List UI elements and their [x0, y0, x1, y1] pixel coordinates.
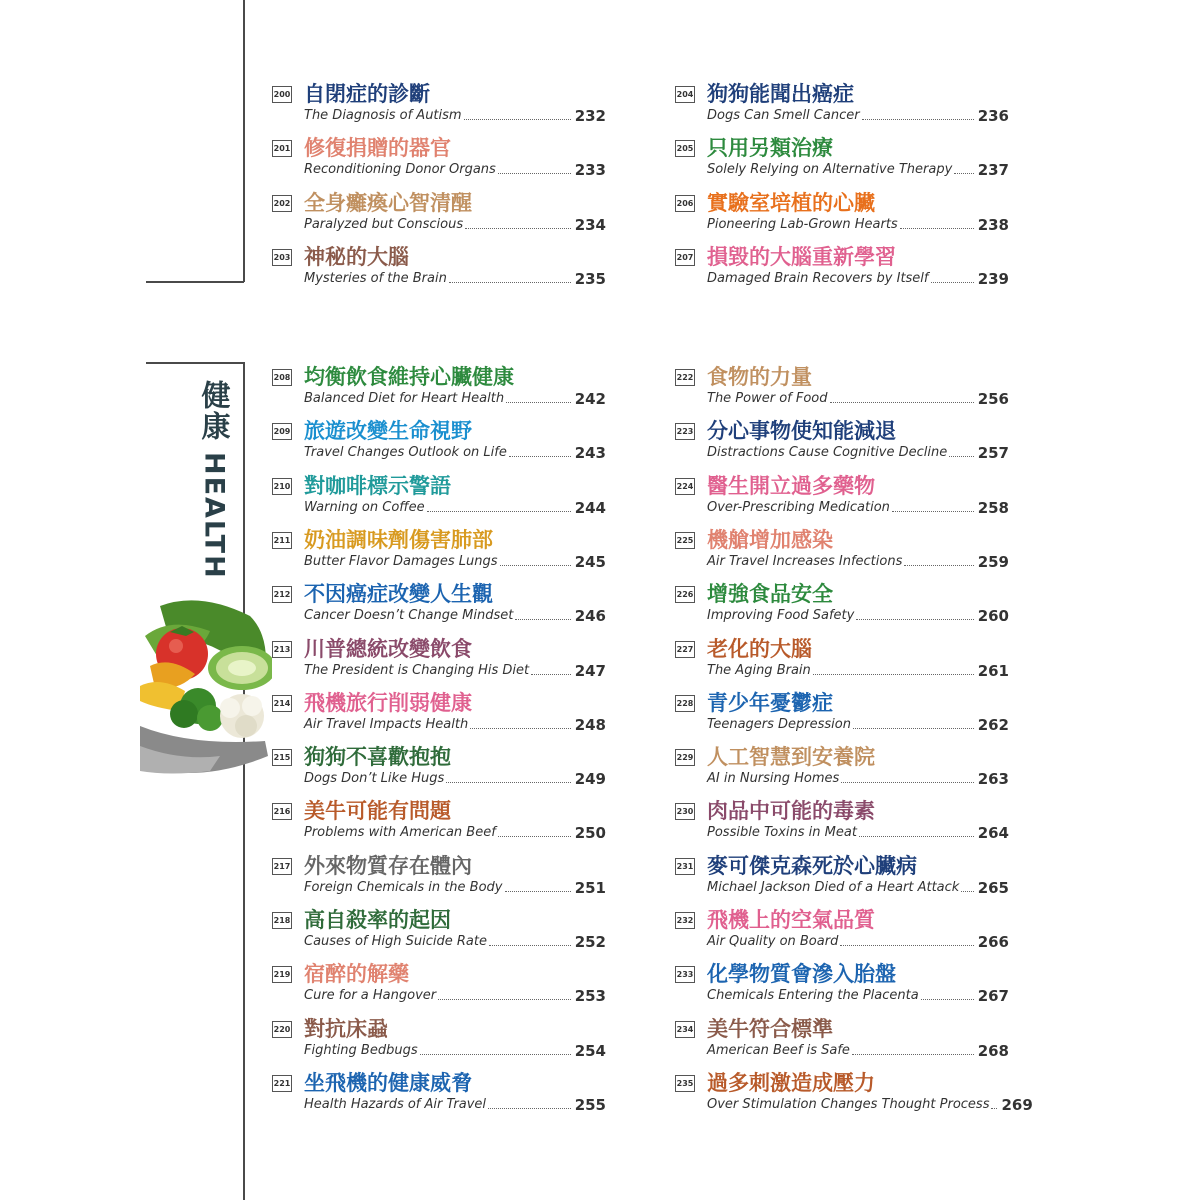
entry-page-number: 262: [977, 715, 1009, 734]
toc-entry[interactable]: [272, 417, 642, 467]
entry-title-zh: 醫生開立過多藥物: [707, 473, 875, 498]
dot-leader: [904, 565, 973, 566]
entry-number: 200: [272, 86, 292, 103]
entry-title-en: Damaged Brain Recovers by Itself: [707, 270, 929, 286]
entry-subtitle-row: [707, 1094, 1033, 1114]
entry-title-zh: 損毀的大腦重新學習: [707, 244, 896, 269]
dot-leader: [470, 728, 570, 729]
entry-title-zh: 機艙增加感染: [707, 527, 833, 552]
entry-title-zh: 坐飛機的健康威脅: [304, 1070, 472, 1095]
entry-number: 216: [272, 803, 292, 820]
dot-leader: [813, 674, 974, 675]
entry-title-en: The Power of Food: [707, 391, 828, 406]
entry-number: 232: [675, 912, 695, 929]
toc-entry[interactable]: [675, 134, 1045, 184]
entry-title-zh: 宿醉的解藥: [304, 962, 409, 987]
dot-leader: [498, 173, 571, 174]
entry-title-zh: 旅遊改變生命視野: [304, 419, 472, 444]
toc-entry[interactable]: [272, 635, 642, 685]
entry-title-en: Dogs Can Smell Cancer: [707, 108, 860, 123]
entry-page-number: 254: [574, 1041, 606, 1060]
entry-page-number: 267: [977, 987, 1009, 1006]
dot-leader: [961, 891, 973, 892]
entry-title-zh: 分心事物使知能減退: [707, 419, 896, 444]
entry-title-zh: 高自殺率的起因: [304, 908, 451, 932]
toc-entry[interactable]: [675, 743, 1045, 793]
entry-title-zh: 食物的力量: [707, 365, 812, 389]
entry-number: 206: [675, 195, 695, 212]
entry-page-number: 269: [1001, 1095, 1033, 1114]
entry-page-number: 265: [977, 878, 1009, 897]
toc-entry[interactable]: [272, 134, 642, 184]
entry-page-number: 263: [977, 770, 1009, 789]
dot-leader: [420, 1054, 571, 1055]
entry-subtitle-row: [707, 159, 1009, 179]
entry-title-en: Possible Toxins in Meat: [707, 825, 857, 841]
entry-subtitle-row: [304, 1040, 606, 1060]
entry-title-en: Over-Prescribing Medication: [707, 499, 890, 515]
dot-leader: [991, 1108, 997, 1109]
entry-number: 215: [272, 749, 292, 766]
dot-leader: [505, 891, 571, 892]
dot-leader: [509, 456, 571, 457]
entry-title-en: Pioneering Lab-Grown Hearts: [707, 216, 898, 232]
entry-title-en: The Diagnosis of Autism: [304, 108, 462, 123]
entry-page-number: 238: [977, 215, 1009, 234]
dot-leader: [853, 728, 974, 729]
entry-title-en: The Aging Brain: [707, 662, 811, 678]
section-title-zh: 健康: [197, 380, 232, 442]
entry-title-en: Balanced Diet for Heart Health: [304, 391, 505, 406]
toc-entry[interactable]: [675, 1015, 1045, 1065]
toc-entry[interactable]: [675, 689, 1045, 739]
entry-subtitle-row: [707, 605, 1009, 625]
toc-entry[interactable]: [272, 189, 642, 239]
toc-entry[interactable]: [272, 1069, 642, 1119]
entry-number: 211: [272, 532, 292, 549]
entry-number: 204: [675, 86, 695, 103]
entry-page-number: 264: [977, 824, 1009, 843]
entry-subtitle-row: [707, 214, 1009, 234]
toc-entry[interactable]: [272, 743, 642, 793]
entry-subtitle-row: [304, 822, 606, 842]
entry-title-zh: 人工智慧到安養院: [707, 745, 875, 770]
entry-title-en: American Beef is Safe: [707, 1042, 850, 1058]
entry-number: 221: [272, 1075, 292, 1092]
entry-subtitle-row: [707, 1040, 1009, 1060]
entry-title-en: Problems with American Beef: [304, 825, 496, 841]
entry-page-number: 260: [977, 607, 1009, 626]
entry-title-zh: 均衡飲食維持心臟健康: [304, 365, 514, 389]
entry-page-number: 250: [574, 824, 606, 843]
entry-title-zh: 奶油調味劑傷害肺部: [304, 527, 493, 552]
dot-leader: [954, 173, 973, 174]
section-title-en: HEALTH: [198, 452, 230, 580]
entry-title-en: Michael Jackson Died of a Heart Attack: [707, 879, 960, 895]
entry-number: 227: [675, 641, 695, 658]
entry-subtitle-row: [707, 268, 1009, 288]
entry-subtitle-row: [304, 985, 606, 1005]
entry-number: 210: [272, 478, 292, 495]
entry-subtitle-row: [304, 877, 606, 897]
entry-page-number: 237: [977, 161, 1009, 180]
entry-subtitle-row: [304, 442, 606, 462]
vegetable-illustration: [140, 596, 272, 784]
entry-title-en: Air Quality on Board: [707, 934, 839, 949]
entry-title-zh: 飛機旅行削弱健康: [304, 690, 472, 715]
entry-number: 224: [675, 478, 695, 495]
entry-subtitle-row: [707, 660, 1009, 680]
entry-number: 214: [272, 695, 292, 712]
entry-title-zh: 狗狗能聞出癌症: [707, 82, 854, 106]
entry-title-en: Air Travel Increases Infections: [707, 553, 903, 569]
entry-title-zh: 化學物質會滲入胎盤: [707, 962, 896, 987]
dot-leader: [506, 402, 571, 403]
entry-title-zh: 增強食品安全: [707, 582, 833, 607]
entry-number: 219: [272, 966, 292, 983]
entry-number: 205: [675, 140, 695, 157]
entry-number: 225: [675, 532, 695, 549]
entry-title-en: Causes of High Suicide Rate: [304, 934, 487, 949]
entry-page-number: 255: [574, 1095, 606, 1114]
toc-entry[interactable]: [272, 960, 642, 1010]
toc-entry[interactable]: [675, 635, 1045, 685]
entry-number: 208: [272, 369, 292, 386]
entry-page-number: 234: [574, 215, 606, 234]
entry-title-zh: 實驗室培植的心臟: [707, 190, 875, 215]
dot-leader: [931, 282, 974, 283]
section-divider-line-horizontal-2: [146, 362, 244, 364]
toc-entry[interactable]: [675, 906, 1045, 956]
entry-title-zh: 美牛符合標準: [707, 1016, 833, 1041]
toc-entry[interactable]: [272, 472, 642, 522]
entry-title-zh: 對抗床蝨: [304, 1016, 388, 1041]
dot-leader: [852, 1054, 974, 1055]
dot-leader: [446, 782, 570, 783]
entry-page-number: 236: [977, 107, 1009, 125]
toc-entry[interactable]: [675, 472, 1045, 522]
entry-page-number: 232: [574, 107, 606, 125]
entry-page-number: 243: [574, 444, 606, 463]
entry-subtitle-row: [304, 105, 606, 125]
entry-title-zh: 美牛可能有問題: [304, 799, 451, 824]
entry-page-number: 245: [574, 552, 606, 571]
toc-entry[interactable]: [272, 906, 642, 956]
entry-subtitle-row: [304, 714, 606, 734]
entry-subtitle-row: [304, 931, 606, 951]
toc-entry[interactable]: [272, 852, 642, 902]
entry-number: 229: [675, 749, 695, 766]
dot-leader: [859, 836, 974, 837]
entry-number: 218: [272, 912, 292, 929]
entry-subtitle-row: [707, 714, 1009, 734]
entry-number: 201: [272, 140, 292, 157]
dot-leader: [515, 619, 570, 620]
entry-title-en: Fighting Bedbugs: [304, 1042, 418, 1058]
entry-page-number: 246: [574, 607, 606, 626]
toc-entry[interactable]: [675, 797, 1045, 847]
dot-leader: [892, 511, 974, 512]
toc-entry[interactable]: [675, 363, 1045, 413]
entry-page-number: 268: [977, 1041, 1009, 1060]
entry-number: 207: [675, 249, 695, 266]
entry-page-number: 235: [574, 269, 606, 288]
entry-subtitle-row: [304, 1094, 606, 1114]
entry-title-en: Cancer Doesn’t Change Mindset: [304, 608, 514, 624]
entry-subtitle-row: [707, 388, 1009, 408]
entry-title-zh: 只用另類治療: [707, 136, 833, 161]
entry-subtitle-row: [707, 497, 1009, 517]
entry-subtitle-row: [707, 931, 1009, 951]
entry-title-en: Improving Food Safety: [707, 608, 855, 624]
entry-title-en: Paralyzed but Conscious: [304, 216, 464, 232]
entry-title-en: Reconditioning Donor Organs: [304, 162, 496, 178]
entry-subtitle-row: [304, 214, 606, 234]
dot-leader: [840, 945, 973, 946]
toc-entry[interactable]: [675, 1069, 1045, 1119]
toc-entry[interactable]: [675, 80, 1045, 130]
dot-leader: [900, 228, 974, 229]
dot-leader: [427, 511, 571, 512]
entry-title-en: Solely Relying on Alternative Therapy: [707, 162, 953, 178]
toc-entry[interactable]: [675, 960, 1045, 1010]
entry-page-number: 248: [574, 715, 606, 734]
entry-title-zh: 神秘的大腦: [304, 244, 409, 269]
toc-entry[interactable]: [675, 243, 1045, 293]
entry-number: 230: [675, 803, 695, 820]
entry-subtitle-row: [304, 159, 606, 179]
toc-entry[interactable]: [675, 580, 1045, 630]
entry-title-zh: 麥可傑克森死於心臟病: [707, 853, 917, 878]
entry-page-number: 233: [574, 161, 606, 180]
entry-title-en: Mysteries of the Brain: [304, 270, 447, 286]
entry-number: 235: [675, 1075, 695, 1092]
entry-subtitle-row: [304, 497, 606, 517]
dot-leader: [830, 402, 974, 403]
toc-entry[interactable]: [675, 852, 1045, 902]
entry-subtitle-row: [304, 268, 606, 288]
entry-number: 226: [675, 586, 695, 603]
entry-title-en: Warning on Coffee: [304, 499, 425, 515]
entry-subtitle-row: [304, 605, 606, 625]
toc-entry[interactable]: [272, 243, 642, 293]
entry-number: 234: [675, 1021, 695, 1038]
entry-title-en: AI in Nursing Homes: [707, 771, 840, 787]
entry-title-zh: 外來物質存在體內: [304, 853, 472, 878]
entry-title-en: Travel Changes Outlook on Life: [304, 445, 507, 461]
entry-page-number: 259: [977, 552, 1009, 571]
entry-page-number: 247: [574, 661, 606, 680]
entry-number: 231: [675, 858, 695, 875]
entry-title-zh: 修復捐贈的器官: [304, 136, 451, 161]
dot-leader: [488, 1108, 571, 1109]
dot-leader: [921, 999, 974, 1000]
entry-number: 233: [675, 966, 695, 983]
entry-title-en: Over Stimulation Changes Thought Process: [707, 1096, 990, 1112]
entry-subtitle-row: [707, 877, 1009, 897]
toc-entry[interactable]: [272, 797, 642, 847]
dot-leader: [862, 119, 974, 120]
dot-leader: [500, 565, 571, 566]
entry-number: 222: [675, 369, 695, 386]
entry-title-zh: 對咖啡標示警語: [304, 473, 451, 498]
entry-title-en: Teenagers Depression: [707, 716, 851, 732]
entry-title-zh: 過多刺激造成壓力: [707, 1070, 875, 1095]
dot-leader: [464, 119, 571, 120]
toc-entry[interactable]: [675, 526, 1045, 576]
dot-leader: [449, 282, 571, 283]
section-label: [192, 380, 236, 580]
dot-leader: [856, 619, 973, 620]
dot-leader: [489, 945, 571, 946]
entry-page-number: 257: [977, 444, 1009, 463]
entry-page-number: 266: [977, 933, 1009, 951]
entry-subtitle-row: [707, 768, 1009, 788]
entry-subtitle-row: [304, 768, 606, 788]
entry-title-zh: 飛機上的空氣品質: [707, 908, 875, 932]
dot-leader: [531, 674, 571, 675]
section-divider-line-top: [243, 0, 245, 282]
entry-title-en: Foreign Chemicals in the Body: [304, 879, 503, 895]
entry-number: 203: [272, 249, 292, 266]
dot-leader: [841, 782, 973, 783]
entry-page-number: 239: [977, 269, 1009, 288]
entry-title-zh: 青少年憂鬱症: [707, 690, 833, 715]
entry-title-en: Cure for a Hangover: [304, 988, 437, 1004]
entry-title-en: Butter Flavor Damages Lungs: [304, 553, 498, 569]
entry-page-number: 251: [574, 878, 606, 897]
entry-subtitle-row: [304, 660, 606, 680]
entry-page-number: 261: [977, 661, 1009, 680]
dot-leader: [498, 836, 571, 837]
entry-number: 213: [272, 641, 292, 658]
entry-subtitle-row: [707, 985, 1009, 1005]
entry-title-zh: 川普總統改變飲食: [304, 636, 472, 661]
entry-subtitle-row: [707, 442, 1009, 462]
toc-entry[interactable]: [675, 417, 1045, 467]
entry-page-number: 256: [977, 390, 1009, 408]
entry-title-zh: 自閉症的診斷: [304, 82, 430, 106]
entry-number: 209: [272, 423, 292, 440]
entry-subtitle-row: [707, 822, 1009, 842]
entry-page-number: 249: [574, 770, 606, 789]
entry-subtitle-row: [707, 551, 1009, 571]
entry-title-en: Distractions Cause Cognitive Decline: [707, 445, 948, 461]
entry-subtitle-row: [707, 105, 1009, 125]
entry-page-number: 258: [977, 498, 1009, 517]
entry-title-zh: 不因癌症改變人生觀: [304, 582, 493, 607]
entry-number: 217: [272, 858, 292, 875]
dot-leader: [465, 228, 571, 229]
entry-title-en: Chemicals Entering the Placenta: [707, 988, 919, 1004]
entry-title-zh: 老化的大腦: [707, 636, 812, 661]
toc-entry[interactable]: [272, 363, 642, 413]
section-divider-line-horizontal-1: [146, 281, 244, 283]
entry-number: 223: [675, 423, 695, 440]
entry-number: 212: [272, 586, 292, 603]
entry-title-zh: 全身癱瘓心智清醒: [304, 190, 472, 215]
toc-entry[interactable]: [272, 689, 642, 739]
entry-number: 202: [272, 195, 292, 212]
entry-subtitle-row: [304, 551, 606, 571]
entry-title-en: Health Hazards of Air Travel: [304, 1096, 487, 1112]
entry-page-number: 252: [574, 933, 606, 951]
toc-entry[interactable]: [675, 189, 1045, 239]
entry-page-number: 253: [574, 987, 606, 1006]
entry-title-zh: 狗狗不喜歡抱抱: [304, 745, 451, 770]
entry-page-number: 242: [574, 390, 606, 408]
toc-entry[interactable]: [272, 580, 642, 630]
dot-leader: [949, 456, 973, 457]
toc-entry[interactable]: [272, 80, 642, 130]
toc-entry[interactable]: [272, 1015, 642, 1065]
dot-leader: [438, 999, 571, 1000]
entry-title-zh: 肉品中可能的毒素: [707, 799, 875, 824]
entry-page-number: 244: [574, 498, 606, 517]
entry-number: 220: [272, 1021, 292, 1038]
entry-subtitle-row: [304, 388, 606, 408]
toc-entry[interactable]: [272, 526, 642, 576]
entry-title-en: Dogs Don’t Like Hugs: [304, 771, 445, 787]
entry-title-en: Air Travel Impacts Health: [304, 716, 469, 732]
entry-number: 228: [675, 695, 695, 712]
entry-title-en: The President is Changing His Diet: [304, 662, 530, 678]
